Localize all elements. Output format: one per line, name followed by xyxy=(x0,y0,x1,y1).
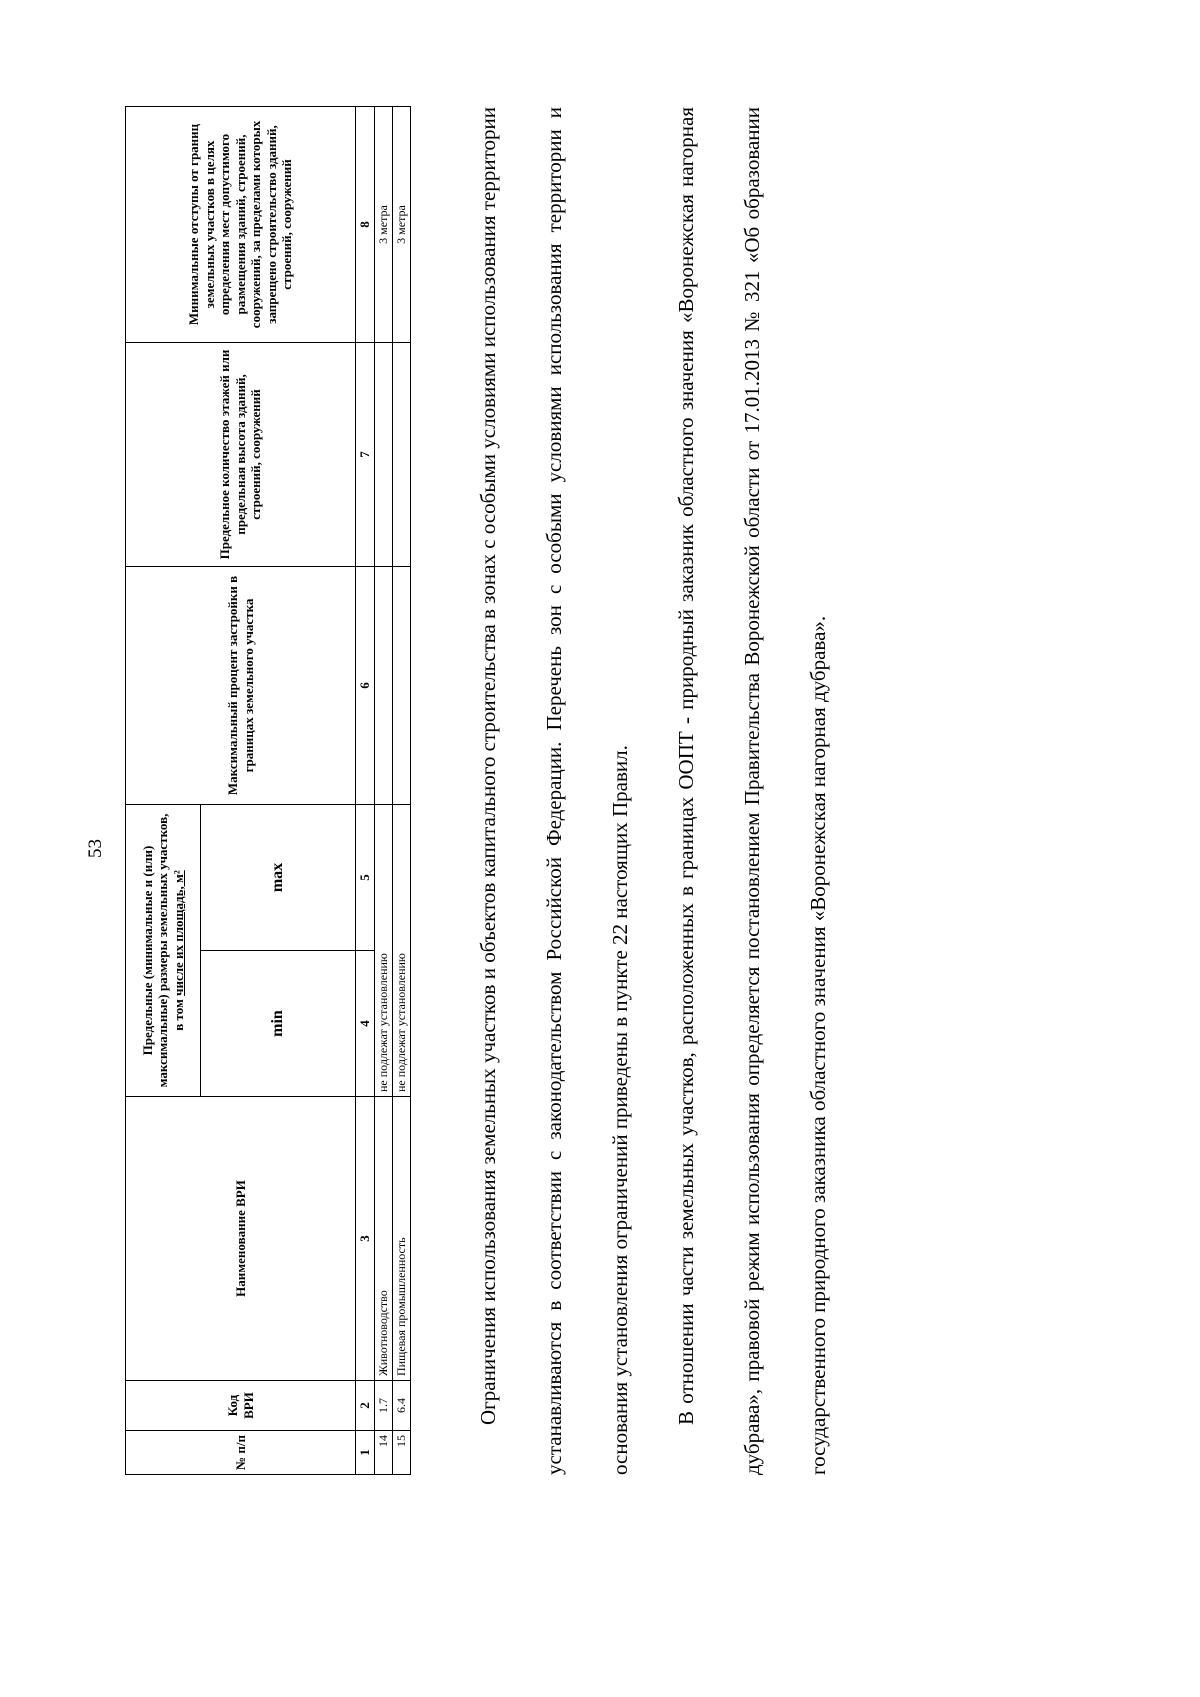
column-number: 1 xyxy=(356,1431,375,1475)
column-number: 2 xyxy=(356,1381,375,1431)
row-num: 15 xyxy=(393,1431,411,1475)
header-max: max xyxy=(201,804,356,950)
table-row xyxy=(375,106,393,1474)
header-sizes-text: Предельные (минимальные и (или) максимальные) размеры земельных участков, в том xyxy=(139,813,186,1088)
header-num: № п/п xyxy=(126,1431,356,1475)
header-sizes-tail: числе их площадь, м² xyxy=(170,870,186,996)
row-floors xyxy=(375,342,393,566)
row-code: 1.7 xyxy=(375,1381,393,1431)
header-min: min xyxy=(201,951,356,1097)
row-code: 6.4 xyxy=(393,1381,411,1431)
header-code: Код ВРИ xyxy=(126,1381,356,1431)
column-number: 8 xyxy=(356,106,375,342)
column-number: 6 xyxy=(356,566,375,804)
vri-table xyxy=(125,106,411,1475)
header-floors: Предельное количество этажей или предельная высота зданий, строений, сооружений xyxy=(126,342,356,566)
column-number: 4 xyxy=(356,951,375,1097)
row-name: Пищевая промышленность xyxy=(393,1097,411,1381)
row-name: Животноводство xyxy=(375,1097,393,1381)
header-percent: Максимальный процент застройки в границах земельного участка xyxy=(126,566,356,804)
row-sizes: не подлежат установлению xyxy=(375,804,393,1096)
table-row xyxy=(393,106,411,1474)
paragraph: Ограничения использования земельных участков и объектов капитального строительства в зонах с особыми условиями использования территории устанавливаются в соответствии с законодательством Российской Федерации. Перечень зон с особыми условиями использования территории и основания установления ограничений приведены в пункте 22 настоящих Правил. xyxy=(476,107,632,1475)
body-text xyxy=(455,107,851,1475)
column-number: 5 xyxy=(356,804,375,950)
header-sizes xyxy=(126,804,201,1096)
row-percent xyxy=(375,566,393,804)
column-numbers-row xyxy=(356,106,375,1474)
row-sizes: не подлежат установлению xyxy=(393,804,411,1096)
row-setback: 3 метра xyxy=(375,106,393,342)
column-number: 3 xyxy=(356,1097,375,1381)
row-setback: 3 метра xyxy=(393,106,411,342)
row-num: 14 xyxy=(375,1431,393,1475)
page-number: 53 xyxy=(85,839,106,858)
column-number: 7 xyxy=(356,342,375,566)
row-floors xyxy=(393,342,411,566)
row-percent xyxy=(393,566,411,804)
paragraph: В отношении части земельных участков, расположенных в границах ООПТ - природный заказник областного значения «Воронежская нагорная дубрава», правовой режим использования определяется постановлением Правительства Воронежской области от 17.01.2013 № 321 «Об образовании государственного природного заказника областного значения «Воронежская нагорная дубрава». xyxy=(674,107,830,1475)
header-name: Наименование ВРИ xyxy=(126,1097,356,1381)
header-setback: Минимальные отступы от границ земельных участков в целях определения мест допустимого размещения зданий, строений, сооружений, за пределами которых запрещено строительство зданий, строений, сооружений xyxy=(126,106,356,342)
